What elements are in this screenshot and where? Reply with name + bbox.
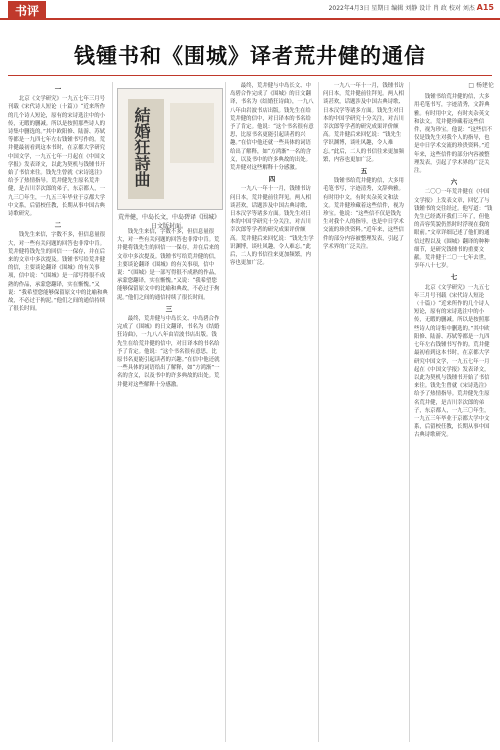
editor-credits: 编辑 刘静 设计 肖 政 校对 刘杰 xyxy=(391,5,475,12)
column-2-text-2: 最终，荒井健与中岛长文、中岛碧合作完成了《围城》的日文翻译，书名为《结婚狂诗曲》，一九八八年由岩波书店出版。钱先生在给荒井健的信中，对日译本的书名给予了肯定。他说：“这个书名很有意思，比原书名更能引起读者的兴趣。”在信中他还就一些具体的词语给出了解释，如“方鸿渐”一名的含义，以及书中的许多典故的出处。荒井健对这些解释十分感激。 xyxy=(117,316,220,388)
column-1-text-2: 钱先生来信，字数不多，但信息量很大，对一些有关问题的回答也非常中肯。荒井健将钱先生的回信一一保存，并在后来的文章中多次提及。钱锺书写给荒井健的信，主要谈论翻译《围城》的有关事项，信中说：“《围城》是一部写得很不成熟的作品，承蒙您翻译，实在惭愧。”又说：“我希望您能够保留原文中的比喻和典故，不必过于拘泥。”他们之间的通信持续了很长时间。 xyxy=(8,232,108,313)
column-2-text: 钱先生来信，字数不多，但信息量很大，对一些有关问题的回答也非常中肯。荒井健将钱先生的回信一一保存，并在后来的文章中多次提及。钱锺书写给荒井健的信，主要谈论翻译《围城》的有关事项，信中说：“《围城》是一部写得很不成熟的作品，承蒙您翻译，实在惭愧。”又说：“我希望您能够保留原文中的比喻和典故，不必过于拘泥。”他们之间的通信持续了很长时间。 xyxy=(117,229,220,301)
cover-panel xyxy=(170,103,214,163)
page-number: A15 xyxy=(476,3,494,12)
page-header xyxy=(0,0,500,20)
column-4-text: 一九八一年十一月，钱锺书访问日本，荒井健前往拜见。两人相谈甚欢，话题涉及中国古典诗歌、日本汉学等诸多方面。钱先生对日本的中国学研究十分关注，对吉川幸次郎等学者的研究成果评价颇高。荒井健后来回忆说：“钱先生学识渊博，谈吐风趣，令人难忘。”此后，二人的书信往来更加频繁，内容也更加广泛。 xyxy=(323,83,404,163)
column-5-text-3: 北京《文学研究》一九五七年三月号刊载《宋代诗人短论（十篇）》“近来所作的几个诗人短论，原有的宋诗选注中的小传，无暇的删减。所以是按照那些诗人的诗集中删选的。”其中欧阳修、陆游、苏轼等都是一九四七年左右钱锺书写作的。荒井健最初看到这本书时，在京都大学研究中国文学，一九五七年一月起在《中国文学报》发表译文，以此为契机与钱锺书开始了书信来往。钱先生曾就《宋诗选注》给予了热情指导。荒井健先生原名荒井健，是吉川幸次郎的弟子，东京都人，一九三〇年生，一九五三年毕业于京都大学中文系，后留校任教，长期从事中国古典诗歌研究。 xyxy=(414,284,490,439)
column-5-text: 钱锺书给荒井健的信，大多用毛笔书写，字迹清秀，文辞典雅。有时用中文，有时夹杂英文和法文。荒井健珍藏着这些信件，视为珍宝。他说：“这些信不仅是钱先生对我个人的指导，也是中日学术交流的珍贵资料。”近年来，这些信件的部分内容被整理发表，引起了学术界的广泛关注。 xyxy=(414,94,493,175)
subhead-4: 四 xyxy=(268,175,276,184)
column-separator xyxy=(318,82,319,742)
column-separator xyxy=(409,82,410,742)
section-tag: 书评 xyxy=(8,1,46,20)
subhead-7: 七 xyxy=(450,273,458,282)
subhead-3: 三 xyxy=(165,304,173,313)
column-1 xyxy=(8,82,108,742)
book-cover-image xyxy=(117,88,223,210)
issue-date: 2022年4月3日 星期日 xyxy=(328,5,390,12)
column-4 xyxy=(323,82,405,742)
article-title: 钱锺书和《围城》译者荒井健的通信 xyxy=(74,43,426,68)
column-5-text-2: 二〇〇一年荒井健在《中国文学报》上发表文章，回忆了与钱锺书的交往经过。他写道：“钱先生已经离开我们三年了，但他的音容笑貌仍然时时浮现在我的眼前。”文章详细记述了他们的通信过程以及《围城》翻译的种种细节，是研究钱锺书的重要文献。荒井健于二〇一七年去世，享年八十七岁。 xyxy=(414,189,493,270)
subhead-6: 六 xyxy=(450,178,458,187)
subhead-2: 二 xyxy=(54,221,62,230)
column-3-text: 最终，荒井健与中岛长文、中岛碧合作完成了《围城》的日文翻译，书名为《结婚狂诗曲》，一九八八年由岩波书店出版。钱先生在给荒井健的信中，对日译本的书名给予了肯定。他说：“这个书名很有意思，比原书名更能引起读者的兴趣。”在信中他还就一些具体的词语给出了解释，如“方鸿渐”一名的含义，以及书中的许多典故的出处。荒井健对这些解释十分感激。 xyxy=(230,83,314,172)
column-4-text-2: 钱锺书给荒井健的信，大多用毛笔书写，字迹清秀，文辞典雅。有时用中文，有时夹杂英文和法文。荒井健珍藏着这些信件，视为珍宝。他说：“这些信不仅是钱先生对我个人的指导，也是中日学术交流的珍贵资料。”近年来，这些信件的部分内容被整理发表，引起了学术界的广泛关注。 xyxy=(323,178,404,250)
subhead-1: 一 xyxy=(54,85,62,93)
column-5 xyxy=(414,82,494,742)
cover-title: 結婚狂詩曲 xyxy=(132,107,151,187)
image-caption: 荒井健，中岛长文，中岛碧译《围城》日文版封面。 xyxy=(117,214,220,230)
column-separator xyxy=(225,82,226,742)
byline: □ 杨建伦 xyxy=(468,82,494,89)
header-meta xyxy=(329,3,494,12)
title-divider xyxy=(8,75,492,76)
column-3-text-2: 一九八一年十一月，钱锺书访问日本，荒井健前往拜见。两人相谈甚欢，话题涉及中国古典诗歌、日本汉学等诸多方面。钱先生对日本的中国学研究十分关注，对吉川幸次郎等学者的研究成果评价颇高。荒井健后来回忆说：“钱先生学识渊博，谈吐风趣，令人难忘。”此后，二人的书信往来更加频繁，内容也更加广泛。 xyxy=(230,186,314,267)
column-3 xyxy=(230,82,314,742)
column-1-text: 北京《文学研究》一九五七年三月号刊载《宋代诗人短论（十篇）》“近来所作的几个诗人短论，原有的宋诗选注中的小传，无暇的删减。所以是按照那些诗人的诗集中删选的。”其中欧阳修、陆游、苏轼等都是一九四七年左右钱锺书写作的。荒井健最初看到这本书时，在京都大学研究中国文学，一九五七年一月起在《中国文学报》发表译文，以此为契机与钱锺书开始了书信来往。钱先生曾就《宋诗选注》给予了热情指导。荒井健先生原名荒井健，是吉川幸次郎的弟子，东京都人，一九三〇年生，一九五三年毕业于京都大学中文系，后留校任教，长期从事中国古典诗歌研究。 xyxy=(8,96,106,218)
subhead-5: 五 xyxy=(360,167,368,176)
column-separator xyxy=(112,82,113,742)
column-2 xyxy=(117,228,221,742)
